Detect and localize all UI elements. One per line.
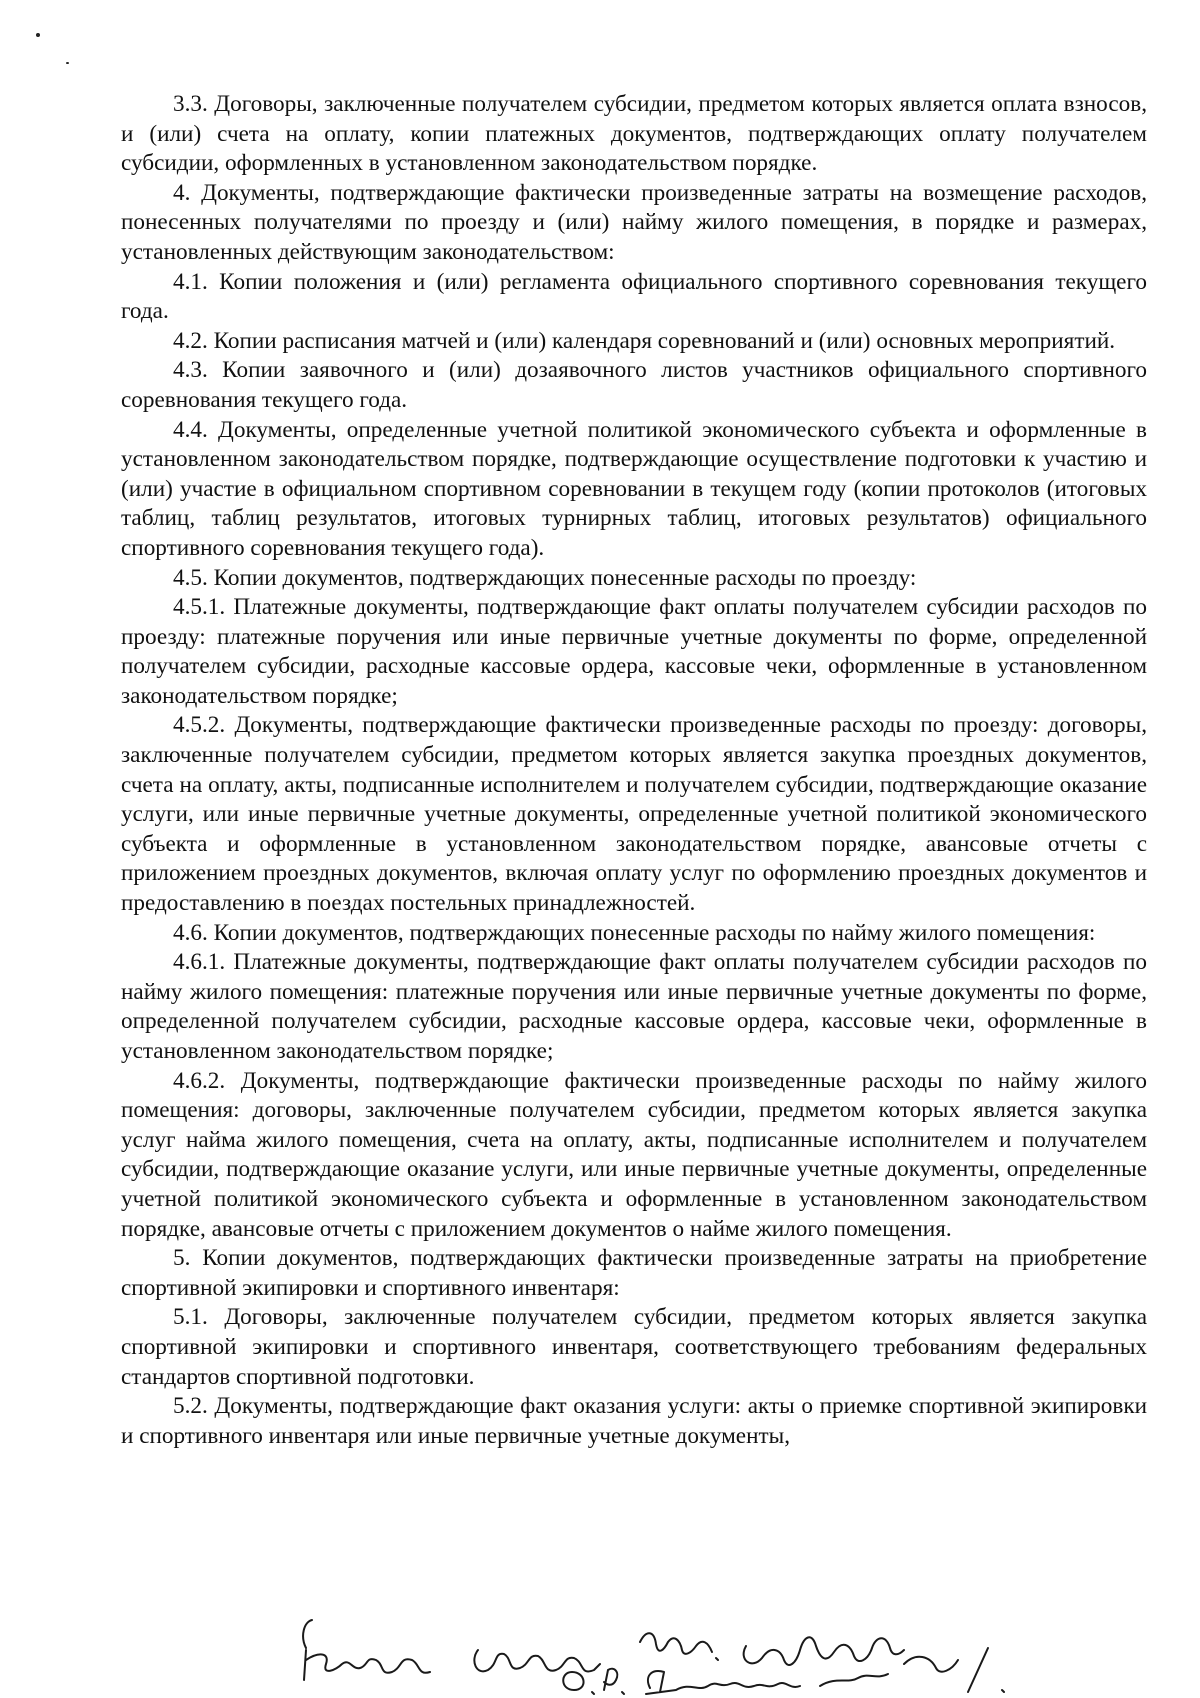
paragraph-4-4: 4.4. Документы, определенные учетной политикой экономического субъекта и оформленные в установленном законодательством порядке, подтверждающие осуществление подготовки к участию и (или) участие в официальном спортивном соревновании в текущем году (копии протоколов (итоговых таблиц, таблиц результатов, итоговых турнирных таблиц, итоговых результатов) официального спортивного соревнования текущего года). xyxy=(121,416,1147,561)
paragraph-4-6-1: 4.6.1. Платежные документы, подтверждающие факт оплаты получателем субсидии расходов по найму жилого помещения: платежные поручения или иные первичные учетные документы по форме, определенной получателем субсидии, расходные кассовые ордера, кассовые чеки, оформленные в установленном законодательством порядке; xyxy=(121,949,1147,1064)
paragraph-4-6-2: 4.6.2. Документы, подтверждающие фактически произведенные расходы по найму жилого помещения: договоры, заключенные получателем субсидии, предметом которых является закупка услуг найма жилого помещения, счета на оплату, акты, подписанные исполнителем и получателем субсидии, подтверждающие оказание услуги, или иные первичные учетные документы, определенные учетной политикой экономического субъекта и оформленные в установленном законодательством порядке, авансовые отчеты с приложением документов о найме жилого помещения. xyxy=(121,1067,1147,1242)
paragraph-4-6: 4.6. Копии документов, подтверждающих понесенные расходы по найму жилого помещения: xyxy=(173,919,1096,946)
paragraph-4-1: 4.1. Копии положения и (или) регламента официального спортивного соревнования текущего года. xyxy=(121,268,1147,325)
paragraph-5: 5. Копии документов, подтверждающих фактически произведенные затраты на приобретение спортивной экипировки и спортивного инвентаря: xyxy=(121,1245,1147,1301)
paragraph-4-5-2: 4.5.2. Документы, подтверждающие фактически произведенные расходы по проезду: договоры, заключенные получателем субсидии, предметом которых является закупка проездных документов, счета на оплату, акты, подписанные исполнителем и получателем субсидии, подтверждающие оказание услуги, или иные первичные учетные документы, определенные учетной политикой экономического субъекта и оформленные в установленном законодательством порядке, авансовые отчеты с приложением проездных документов, включая оплату услуг по оформлению проездных документов и предоставлению в поездах постельных принадлежностей. xyxy=(121,712,1147,917)
paragraph-4: 4. Документы, подтверждающие фактически произведенные затраты на возмещение расходов, понесенных получателями по проезду и (или) найму жилого помещения, в порядке и размерах, установленных действующим законодательством: xyxy=(121,179,1147,265)
paragraph-3-3: 3.3. Договоры, заключенные получателем субсидии, предметом которых является оплата взносов, и (или) счета на оплату, копии платежных документов, подтверждающих оплату получателем субсидии, оформленных в установленном законодательством порядке. xyxy=(121,91,1147,177)
scan-speck xyxy=(36,33,40,37)
document-body xyxy=(121,90,1147,1451)
paragraph-4-3: 4.3. Копии заявочного и (или) дозаявочного листов участников официального спортивного соревнования текущего года. xyxy=(121,357,1147,413)
scan-speck xyxy=(66,62,69,64)
paragraph-5-2: 5.2. Документы, подтверждающие факт оказания услуги: акты о приемке спортивной экипировки и спортивного инвентаря или иные первичные учетные документы, xyxy=(121,1393,1147,1449)
paragraph-4-2: 4.2. Копии расписания матчей и (или) календаря соревнований и (или) основных мероприятий. xyxy=(173,327,1116,354)
paragraph-4-5-1: 4.5.1. Платежные документы, подтверждающие факт оплаты получателем субсидии расходов по проезду: платежные поручения или иные первичные учетные документы по форме, определенной получателем субсидии, расходные кассовые ордера, кассовые чеки, оформленные в установленном законодательством порядке; xyxy=(121,594,1147,709)
paragraph-4-5: 4.5. Копии документов, подтверждающих понесенные расходы по проезду: xyxy=(173,564,917,591)
paragraph-5-1: 5.1. Договоры, заключенные получателем субсидии, предметом которых является закупка спортивной экипировки и спортивного инвентаря, соответствующего требованиям федеральных стандартов спортивной подготовки. xyxy=(121,1304,1147,1390)
